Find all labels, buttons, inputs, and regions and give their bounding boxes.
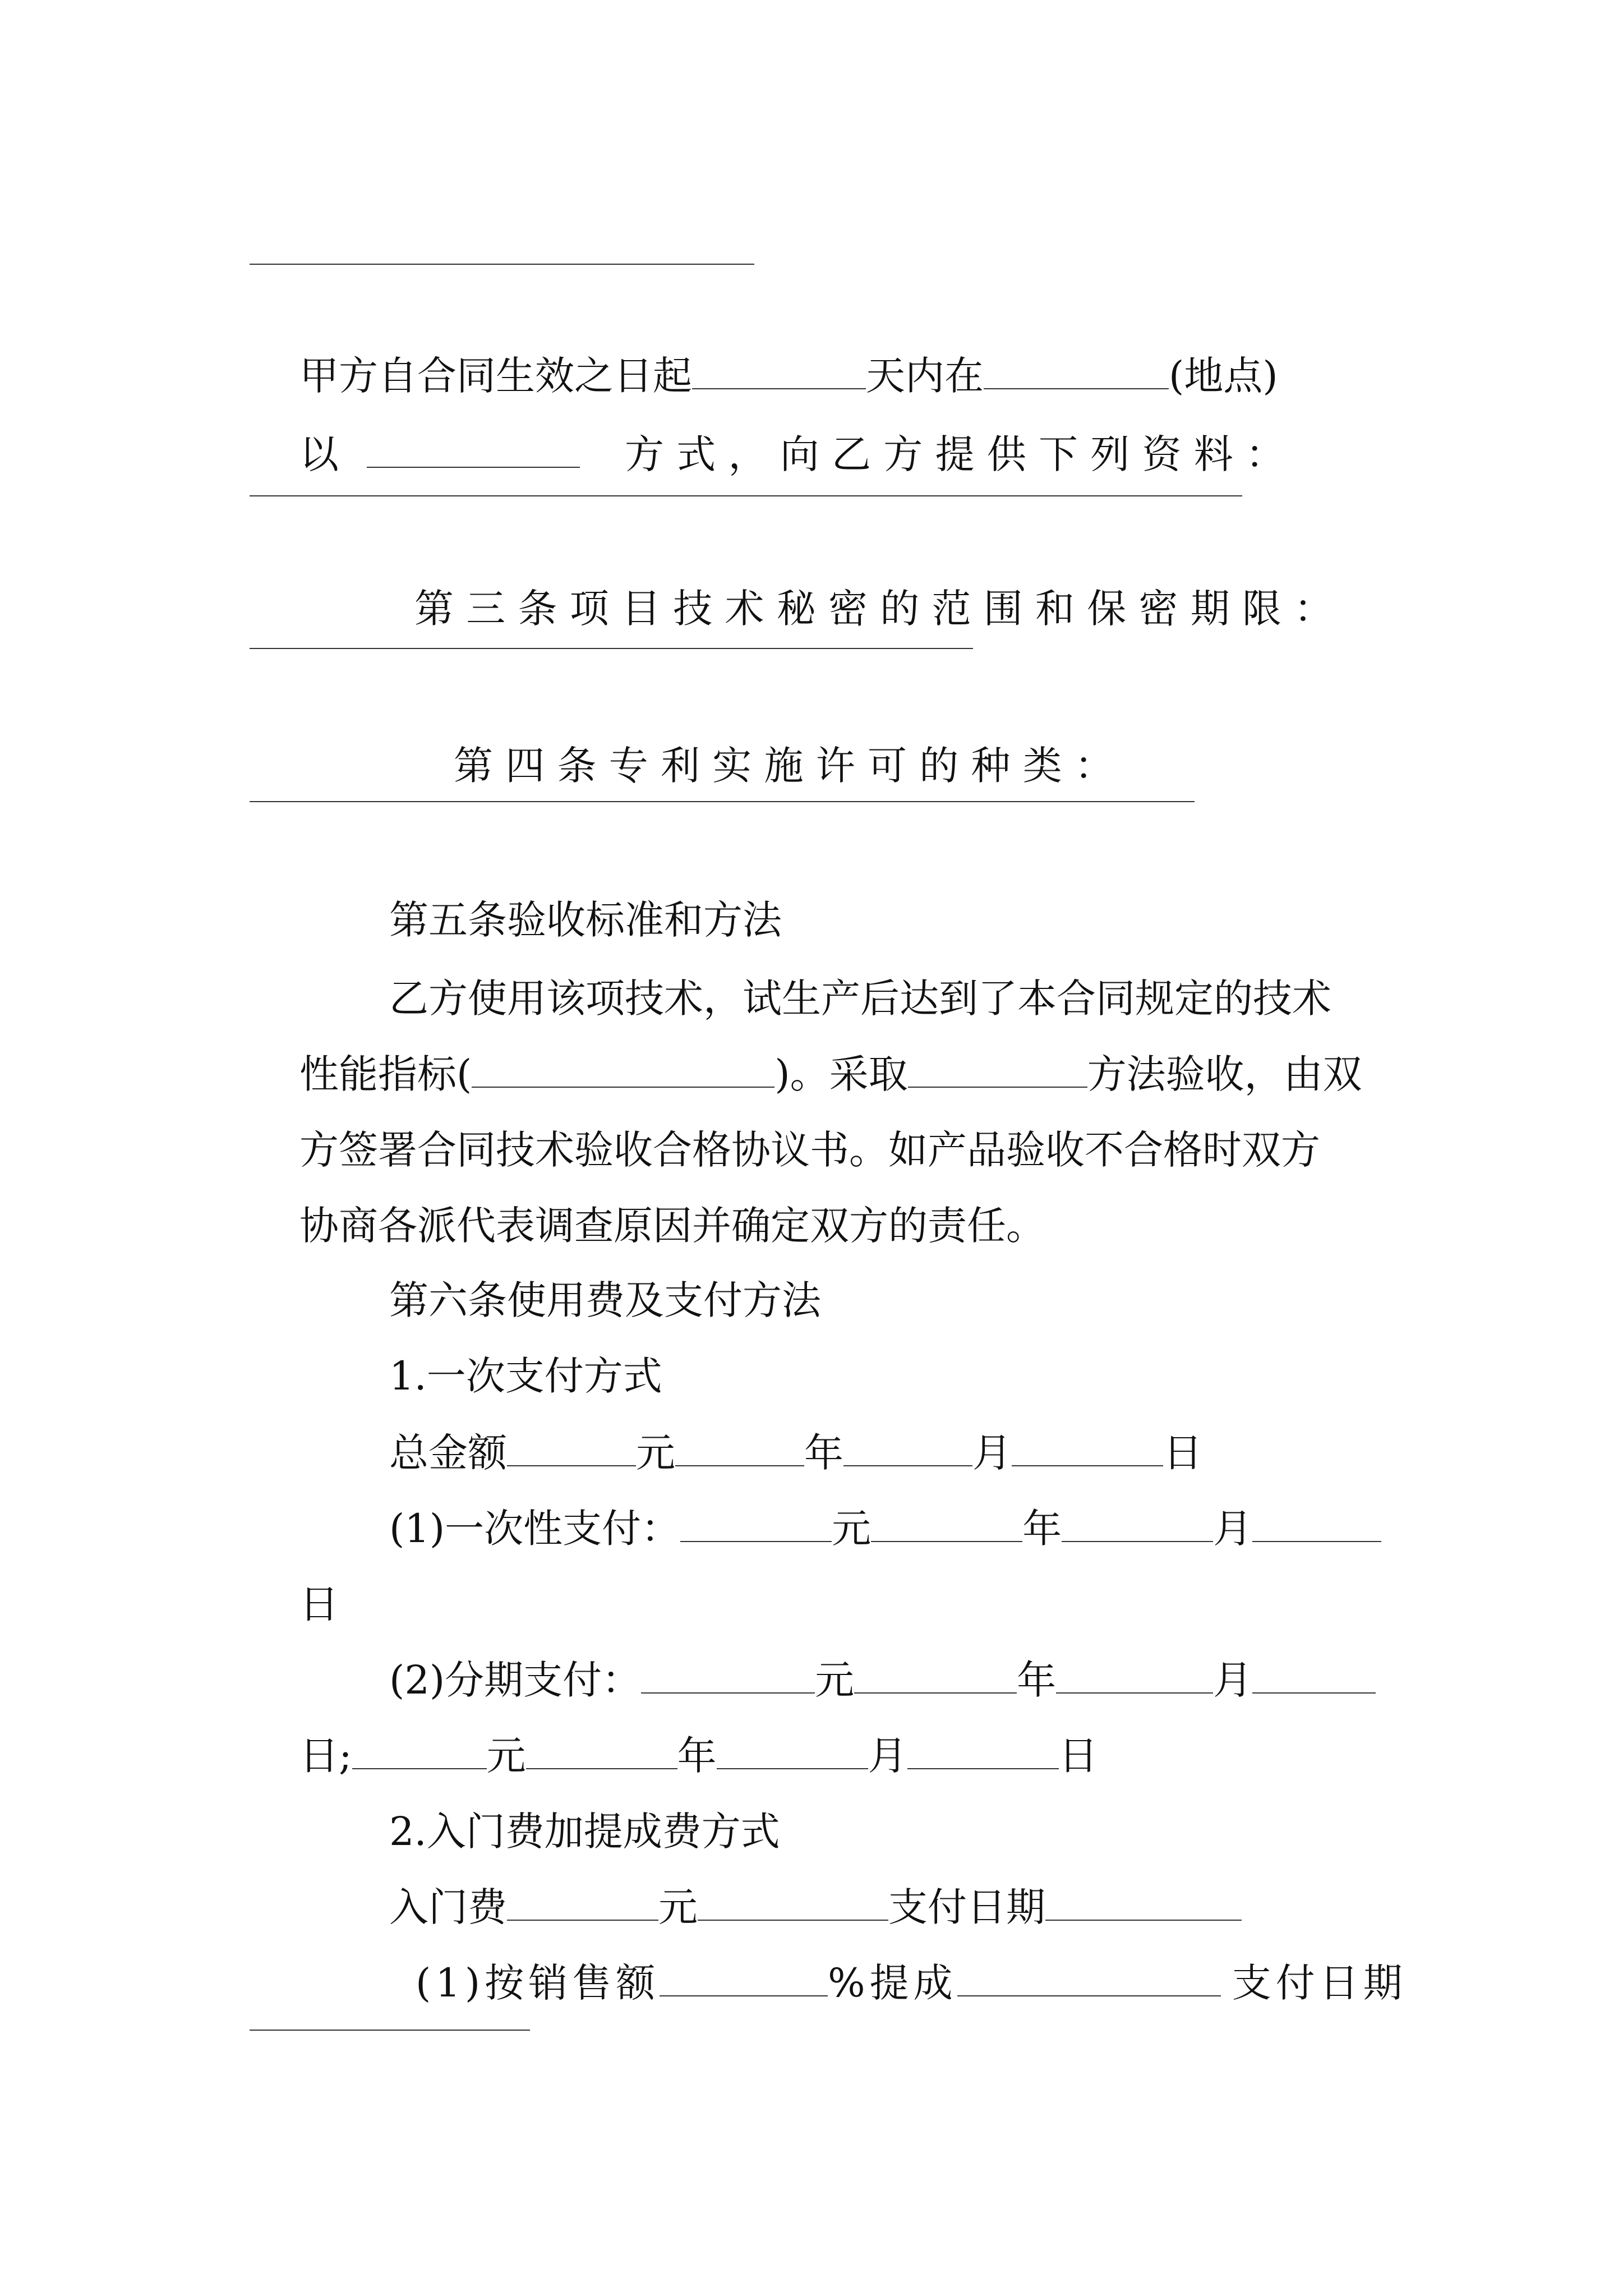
- blank-line: [250, 2030, 530, 2031]
- text: 性能指标(: [299, 1051, 472, 1097]
- text: 第六条使用费及支付方法: [389, 1277, 822, 1323]
- text: 年: [1022, 1506, 1062, 1552]
- text: 入门费: [389, 1884, 508, 1930]
- fill-blank[interactable]: [1252, 1502, 1381, 1542]
- fill-blank[interactable]: [1252, 1653, 1376, 1694]
- text: 月: [1213, 1657, 1253, 1703]
- fill-blank[interactable]: [660, 1956, 828, 1996]
- paragraph: [250, 1142, 1046, 1249]
- fill-blank[interactable]: [957, 1956, 1221, 1996]
- fill-blank[interactable]: [907, 1729, 1059, 1769]
- text: 支付日期: [1232, 1960, 1407, 2006]
- text: 方签署合同技术验收合格协议书。如产品验收不合格时双方: [299, 1127, 1321, 1173]
- article-heading: [339, 836, 782, 943]
- text: 年: [677, 1733, 717, 1779]
- text: 甲方自合同生效之日起: [299, 353, 693, 399]
- subheading: [339, 1292, 662, 1399]
- paragraph: [250, 292, 1278, 399]
- text: 日: [299, 1581, 339, 1627]
- text: 元: [815, 1657, 855, 1703]
- text: 元: [658, 1884, 698, 1930]
- fill-blank[interactable]: [367, 427, 580, 468]
- text: 第五条验收标准和方法: [389, 897, 782, 943]
- text: 方法验收，由双: [1087, 1051, 1362, 1097]
- text: 天内在: [866, 353, 984, 399]
- text: %提成: [828, 1960, 957, 2006]
- paragraph: [339, 1596, 1376, 1703]
- fill-blank[interactable]: [680, 1502, 832, 1542]
- fill-blank[interactable]: [1062, 1502, 1213, 1542]
- paragraph: [339, 1444, 1381, 1552]
- text: 1.一次支付方式: [389, 1353, 662, 1399]
- text: 总金额: [389, 1430, 508, 1476]
- text: 元: [636, 1430, 676, 1476]
- text: 元: [832, 1506, 872, 1552]
- article-heading: [365, 524, 1334, 632]
- text: 日;: [299, 1733, 352, 1779]
- subheading: [339, 1747, 780, 1855]
- article-heading: [404, 682, 1114, 789]
- paragraph: [250, 1520, 339, 1627]
- text: 月: [1213, 1506, 1253, 1552]
- paragraph: [250, 1066, 1321, 1173]
- text: (地点): [1169, 353, 1278, 399]
- paragraph: [250, 990, 1362, 1097]
- text: 协商各派代表调查原因并确定双方的责任。: [299, 1203, 1046, 1249]
- text: 月: [868, 1733, 907, 1779]
- text: 年: [1017, 1657, 1057, 1703]
- text: 第 三 条 项 目 技 术 秘 密 的 范 围 和 保 密 期 限 ：: [414, 586, 1334, 632]
- text: (1)一次性支付：: [389, 1506, 681, 1552]
- text: 支付日期: [888, 1884, 1046, 1930]
- paragraph: [339, 1823, 1242, 1930]
- text: 日: [1163, 1430, 1203, 1476]
- paragraph: [339, 1369, 1203, 1476]
- blank-line: [250, 801, 1195, 802]
- text: )。采取: [774, 1051, 908, 1097]
- text: 年: [804, 1430, 844, 1476]
- fill-blank[interactable]: [871, 1502, 1022, 1542]
- text: 以: [299, 431, 339, 477]
- text: 月: [972, 1430, 1012, 1476]
- paragraph: [339, 914, 1332, 1022]
- blank-line: [250, 264, 754, 265]
- article-heading: [339, 1216, 822, 1323]
- text: 乙方使用该项技术，试生产后达到了本合同规定的技术: [389, 976, 1332, 1022]
- text: 2.入门费加提成费方式: [389, 1809, 780, 1855]
- blank-line: [250, 495, 1242, 496]
- text: 元: [486, 1733, 526, 1779]
- blank-line: [250, 648, 973, 649]
- paragraph: [250, 1672, 1098, 1779]
- text: 日: [1058, 1733, 1098, 1779]
- paragraph: [348, 1899, 1407, 2006]
- text: 方 式 ， 向 乙 方 提 供 下 列 资 料 ：: [625, 431, 1285, 477]
- text: (1)按销售额: [416, 1960, 660, 2006]
- text: 第 四 条 专 利 实 施 许 可 的 种 类 ：: [454, 743, 1114, 789]
- paragraph: [250, 370, 1285, 477]
- text: (2)分期支付：: [389, 1657, 642, 1703]
